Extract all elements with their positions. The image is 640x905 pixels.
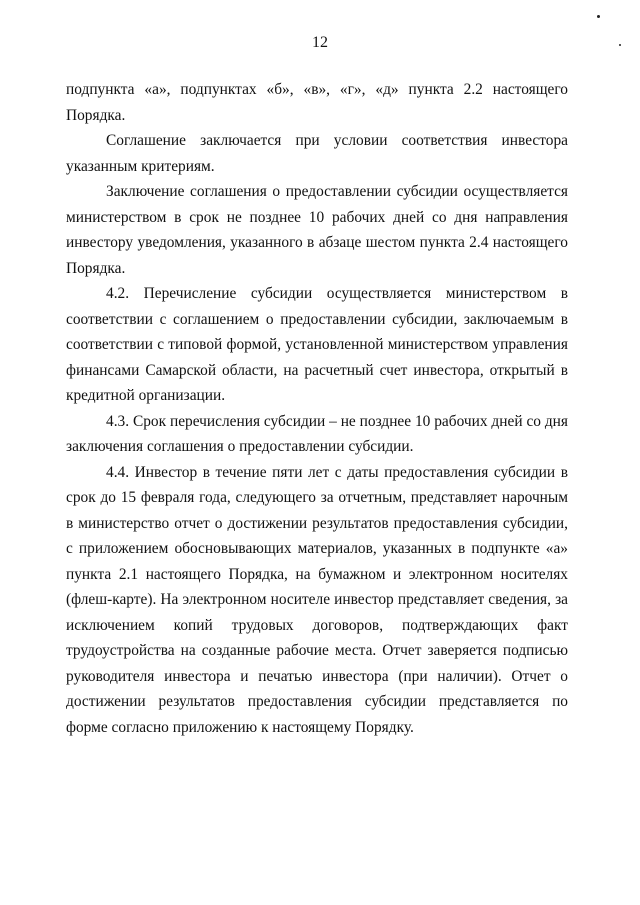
scan-speck bbox=[597, 15, 600, 18]
scan-speck bbox=[619, 44, 621, 46]
paragraph: 4.2. Перечисление субсидии осуществляется министерством в соответствии с соглашением о предоставлении субсидии, заключаемым в соответствии с типовой формой, установленной министерством управления финансами Самарской области, на расчетный счет инвестора, открытый в кредитной организации. bbox=[66, 285, 568, 404]
paragraph: подпункта «а», подпунктах «б», «в», «г», «д» пункта 2.2 настоящего Порядка. bbox=[66, 81, 568, 124]
page-number: 12 bbox=[312, 34, 328, 51]
paragraph: 4.4. Инвестор в течение пяти лет с даты предоставления субсидии в срок до 15 февраля года, следующего за отчетным, представляет нарочным в министерство отчет о достижении результатов предоставления субсидии, с приложением обосновывающих материалов, указанных в подпункте «а» пункта 2.1 настоящего Порядка, на бумажном и электронном носителях (флеш-карте). На электронном носителе инвестор представляет сведения, за исключением копий трудовых договоров, подтверждающих факт трудоустройства на созданные рабочие места. Отчет заверяется подписью руководителя инвестора и печатью инвестора (при наличии). Отчет о достижении результатов предоставления субсидии представляется по форме согласно приложению к настоящему Порядку. bbox=[66, 463, 568, 736]
paragraph: Соглашение заключается при условии соответствия инвестора указанным критериям. bbox=[66, 132, 568, 175]
paragraph: Заключение соглашения о предоставлении субсидии осуществляется министерством в срок не позднее 10 рабочих дней со дня направления инвестору уведомления, указанного в абзаце шестом пункта 2.4 настоящего Порядка. bbox=[66, 183, 568, 277]
document-body bbox=[66, 77, 568, 740]
paragraph: 4.3. Срок перечисления субсидии – не позднее 10 рабочих дней со дня заключения соглашения о предоставлении субсидии. bbox=[66, 412, 568, 455]
